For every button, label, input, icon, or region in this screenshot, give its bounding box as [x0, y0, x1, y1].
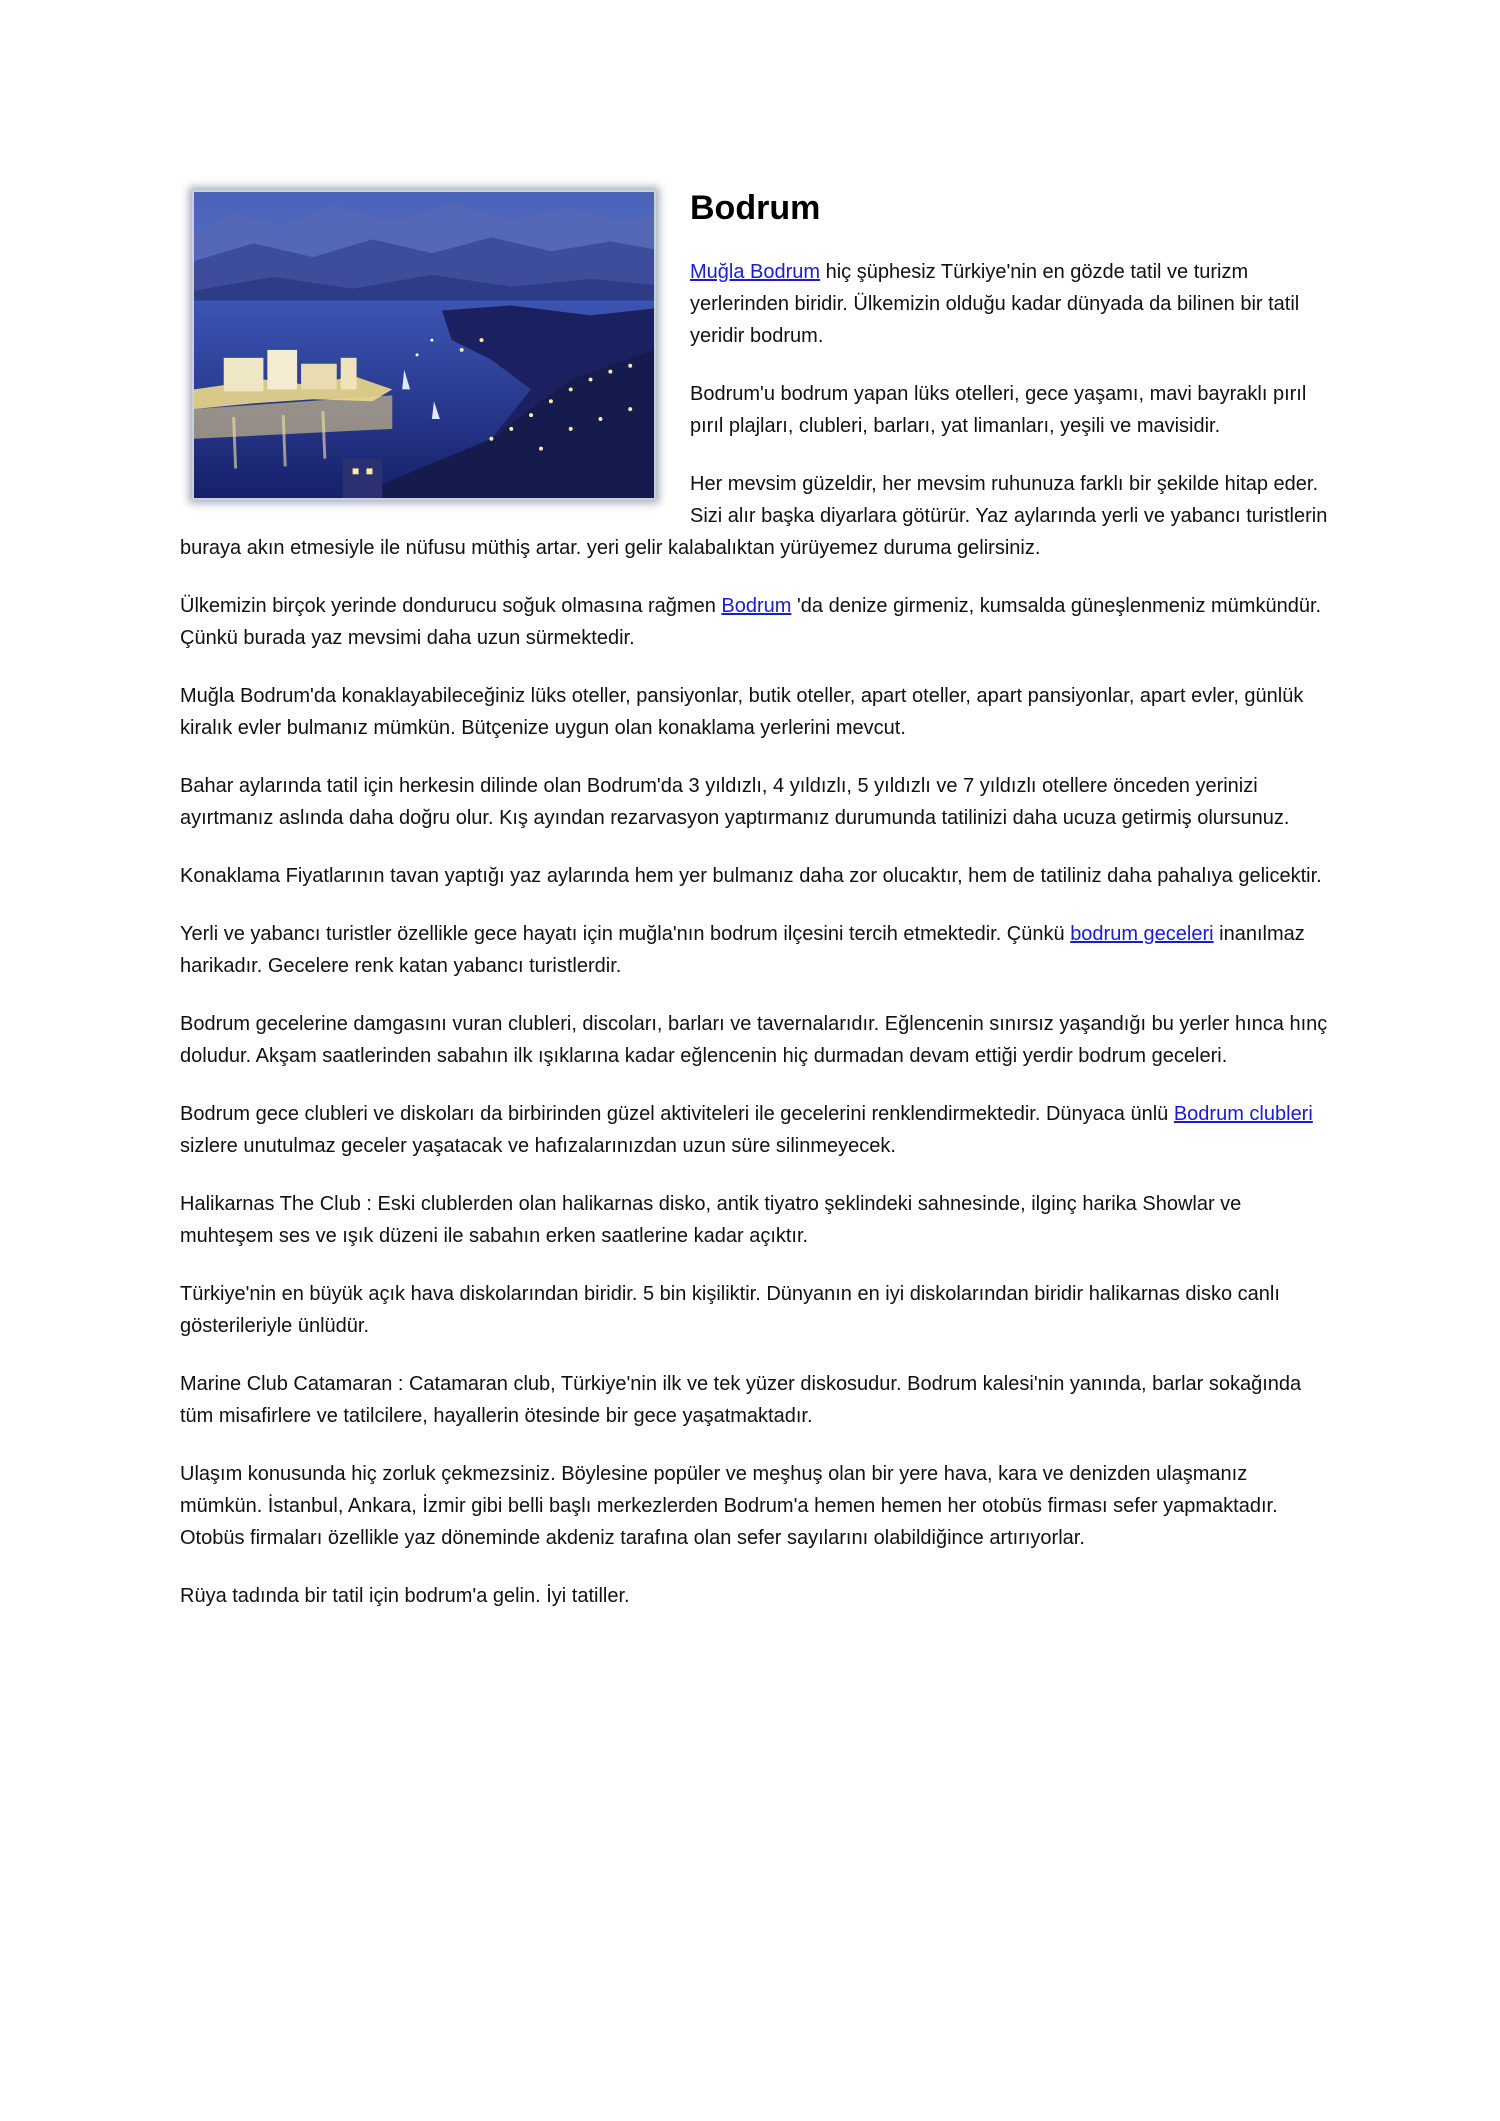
paragraph-seasons: Her mevsim güzeldir, her mevsim ruhunuza farklı bir şekilde hitap eder. Sizi alır başka diyarlara götürür. Yaz aylarında yerli ve yabancı turistlerin buraya akın etmesiyle ile nüfusu müthiş artar. yeri gelir kalabalıktan yürüyemez duruma gelirsiniz. — [180, 473, 1328, 559]
bodrum-clubleri-link[interactable]: Bodrum clubleri — [1173, 1103, 1313, 1125]
mugla-bodrum-link[interactable]: Muğla Bodrum — [690, 261, 821, 283]
paragraph-closing: Rüya tadında bir tatil için bodrum'a gelin. İyi tatiller. — [180, 1585, 630, 1607]
paragraph-club-activities — [180, 1098, 1330, 1162]
bodrum-night-photo — [192, 190, 656, 500]
paragraph-features: Bodrum'u bodrum yapan lüks otelleri, gece yaşamı, mavi bayraklı pırıl pırıl plajları, clubleri, barları, yat limanları, yeşili ve mavisidir. — [690, 383, 1307, 437]
paragraph-halikarnas: Halikarnas The Club : Eski clublerden olan halikarnas disko, antik tiyatro şeklindeki sahnesinde, ilginç harika Showlar ve muhteşem ses ve ışık düzeni ile sabahın erken saatlerine kadar açıktır. — [180, 1193, 1242, 1247]
nightlife-text-after: inanılmaz harikadır. Gecelere renk katan yabancı turistlerdir. — [180, 923, 1305, 977]
paragraph-accommodation: Muğla Bodrum'da konaklayabileceğiniz lüks oteller, pansiyonlar, butik oteller, apart oteller, apart pansiyonlar, apart evler, günlük kiralık evler bulmanız mümkün. Bütçenize uygun olan konaklama yerlerini mevcut. — [180, 685, 1304, 739]
paragraph-prices: Konaklama Fiyatlarının tavan yaptığı yaz aylarında hem yer bulmanız daha zor olucaktır, hem de tatiliniz daha pahalıya gelicektir. — [180, 865, 1322, 887]
page-title: Bodrum — [690, 189, 821, 227]
climate-text-after: 'da denize girmeniz, kumsalda güneşlenmeniz mümkündür. Çünkü burada yaz mevsimi daha uzun sürmektedir. — [180, 595, 1322, 649]
bodrum-geceleri-link[interactable]: bodrum geceleri — [1070, 923, 1214, 945]
paragraph-clubs: Bodrum gecelerine damgasını vuran clubleri, discoları, barları ve tavernalarıdır. Eğlencenin sınırsız yaşandığı bu yerler hınca hınç doludur. Akşam saatlerinden sabahın ilk ışıklarına kadar eğlencenin hiç durmadan devam ettiği yerdir bodrum geceleri. — [180, 1013, 1328, 1067]
nightlife-text-before: Yerli ve yabancı turistler özellikle gece hayatı için muğla'nın bodrum ilçesini tercih etmektedir. Çünkü — [180, 923, 1071, 945]
paragraph-open-air-disco: Türkiye'nin en büyük açık hava diskolarından biridir. 5 bin kişiliktir. Dünyanın en iyi diskolarından biridir halikarnas disko canlı gösterileriyle ünlüdür. — [180, 1283, 1280, 1337]
clubs-text-after: sizlere unutulmaz geceler yaşatacak ve hafızalarınızdan uzun süre silinmeyecek. — [180, 1135, 896, 1157]
intro-text: hiç şüphesiz Türkiye'nin en gözde tatil ve turizm yerlerinden biridir. Ülkemizin olduğu kadar dünyada da bilinen bir tatil yeridir bodrum. — [690, 261, 1300, 347]
document-page — [180, 180, 1330, 1638]
bodrum-harbour-image — [194, 192, 654, 498]
paragraph-transport: Ulaşım konusunda hiç zorluk çekmezsiniz. Böylesine popüler ve meşhuş olan bir yere hava, kara ve denizden ulaşmanız mümkün. İstanbul, Ankara, İzmir gibi belli başlı merkezlerden Bodrum'a hemen hemen her otobüs firması sefer yapmaktadır. Otobüs firmaları özellikle yaz döneminde akdeniz tarafına olan sefer sayılarını olabildiğince artırıyorlar. — [180, 1463, 1278, 1549]
paragraph-catamaran: Marine Club Catamaran : Catamaran club, Türkiye'nin ilk ve tek yüzer diskosudur. Bodrum kalesi'nin yanında, barlar sokağında tüm misafirlere ve tatilcilere, hayallerin ötesinde bir gece yaşatmaktadır. — [180, 1373, 1302, 1427]
paragraph-spring-booking: Bahar aylarında tatil için herkesin dilinde olan Bodrum'da 3 yıldızlı, 4 yıldızlı, 5 yıldızlı ve 7 yıldızlı otellere önceden yerinizi ayırtmanız aslında daha doğru olur. Kış ayından rezarvasyon yaptırmanız durumunda tatilinizi daha ucuza getirmiş olursunuz. — [180, 775, 1290, 829]
clubs-text-before: Bodrum gece clubleri ve diskoları da birbirinden güzel aktiviteleri ile gecelerini renklendirmektedir. Dünyaca ünlü — [180, 1103, 1174, 1125]
paragraph-nightlife — [180, 918, 1330, 982]
climate-text-before: Ülkemizin birçok yerinde dondurucu soğuk olmasına rağmen — [180, 595, 722, 617]
bodrum-link[interactable]: Bodrum — [721, 595, 792, 617]
paragraph-climate — [180, 590, 1330, 654]
